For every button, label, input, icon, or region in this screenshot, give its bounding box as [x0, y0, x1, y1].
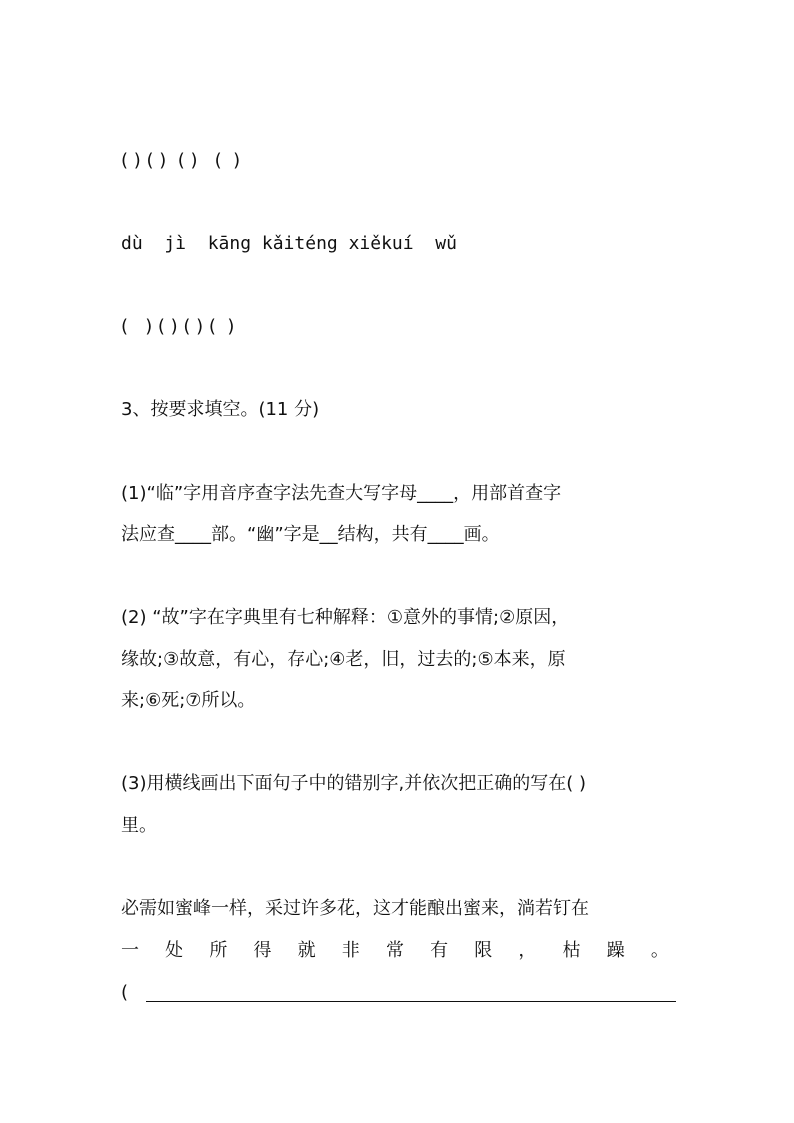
- sentence-char: 枯: [562, 940, 581, 961]
- section-3-heading: 3、按要求填空。(11 分): [121, 399, 320, 420]
- sentence-char: 得: [253, 940, 272, 961]
- question-3-line-1: (3)用横线画出下面句子中的错别字,并依次把正确的写在( ): [121, 773, 586, 794]
- question-2-line-3: 来;⑥死;⑦所以。: [121, 690, 256, 711]
- sentence-char: ，: [518, 940, 537, 961]
- answer-line-row: [121, 980, 676, 1006]
- question-2-line-1: (2) “故”字在字典里有七种解释：①意外的事情;②原因，: [121, 607, 570, 628]
- sentence-char: 一: [121, 940, 139, 961]
- answer-brackets-row-2: ( ) ( ) ( ) ( ): [121, 316, 235, 337]
- sentence-char: 就: [297, 940, 316, 961]
- sentence-char: 躁: [606, 940, 625, 961]
- sentence-line-1: 必需如蜜峰一样，采过许多花，这才能酿出蜜来，淌若钉在: [121, 898, 589, 919]
- answer-brackets-row-1: ( ) ( ) ( ) ( ): [121, 150, 241, 171]
- sentence-char: 处: [165, 940, 184, 961]
- question-1-line-2: 法应查____部。“幽”字是__结构，共有____画。: [121, 524, 500, 545]
- sentence-char: 。: [650, 940, 669, 961]
- sentence-char: 所: [209, 940, 228, 961]
- question-1-line-1: (1)“临”字用音序查字法先查大写字母____，用部首查字: [121, 483, 562, 504]
- sentence-char: 有: [430, 940, 449, 961]
- answer-open-bracket: (: [121, 982, 129, 1003]
- sentence-line-2: [121, 938, 669, 964]
- question-2-line-2: 缘故;③故意，有心，存心;④老，旧，过去的;⑤本来，原: [121, 649, 566, 670]
- sentence-char: 限: [474, 940, 493, 961]
- answer-underline: [146, 983, 676, 1002]
- pinyin-row: dù jì kāng kǎiténg xiěkuí wǔ: [121, 233, 457, 254]
- question-3-line-2: 里。: [121, 815, 157, 836]
- sentence-char: 常: [385, 940, 404, 961]
- sentence-char: 非: [341, 940, 360, 961]
